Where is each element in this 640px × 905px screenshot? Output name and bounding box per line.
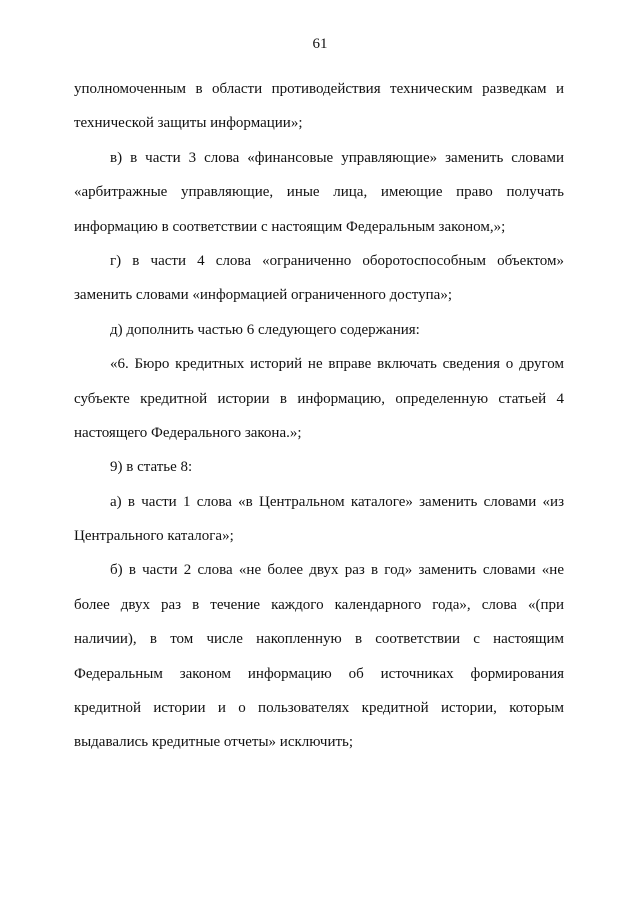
text-line: субъекте кредитной истории в информацию, определенную статьей 4 [74,390,564,407]
text-line: б) в части 2 слова «не более двух раз в год» заменить словами «не [110,562,564,579]
text-line: д) дополнить частью 6 следующего содержания: [110,321,420,338]
text-line: кредитной истории и о пользователях кредитной истории, которым [74,700,564,717]
text-line: в) в части 3 слова «финансовые управляющие» заменить словами [110,149,564,166]
text-line: «6. Бюро кредитных историй не вправе включать сведения о другом [110,356,564,373]
text-line: г) в части 4 слова «ограниченно оборотоспособным объектом» [110,252,564,269]
text-line: Федеральным законом информацию об источниках формирования [74,665,564,682]
document-body [74,72,564,760]
text-line: наличии), в том числе накопленную в соответствии с настоящим [74,631,564,648]
text-line: настоящего Федерального закона.»; [74,424,302,441]
text-line: заменить словами «информацией ограниченного доступа»; [74,287,452,304]
text-line: выдавались кредитные отчеты» исключить; [74,734,354,751]
text-line: более двух раз в течение каждого календарного года», слова «(при [74,596,564,613]
page-number: 61 [312,36,328,52]
text-line: 9) в статье 8: [110,459,193,476]
text-line: уполномоченным в области противодействия техническим разведкам и [74,81,564,97]
text-line: Центрального каталога»; [74,528,234,545]
text-line: информацию в соответствии с настоящим Федеральным законом,»; [74,218,506,235]
text-line: технической защиты информации»; [74,115,303,132]
text-line: «арбитражные управляющие, иные лица, имеющие право получать [74,184,564,201]
text-line: а) в части 1 слова «в Центральном каталоге» заменить словами «из [110,493,564,510]
